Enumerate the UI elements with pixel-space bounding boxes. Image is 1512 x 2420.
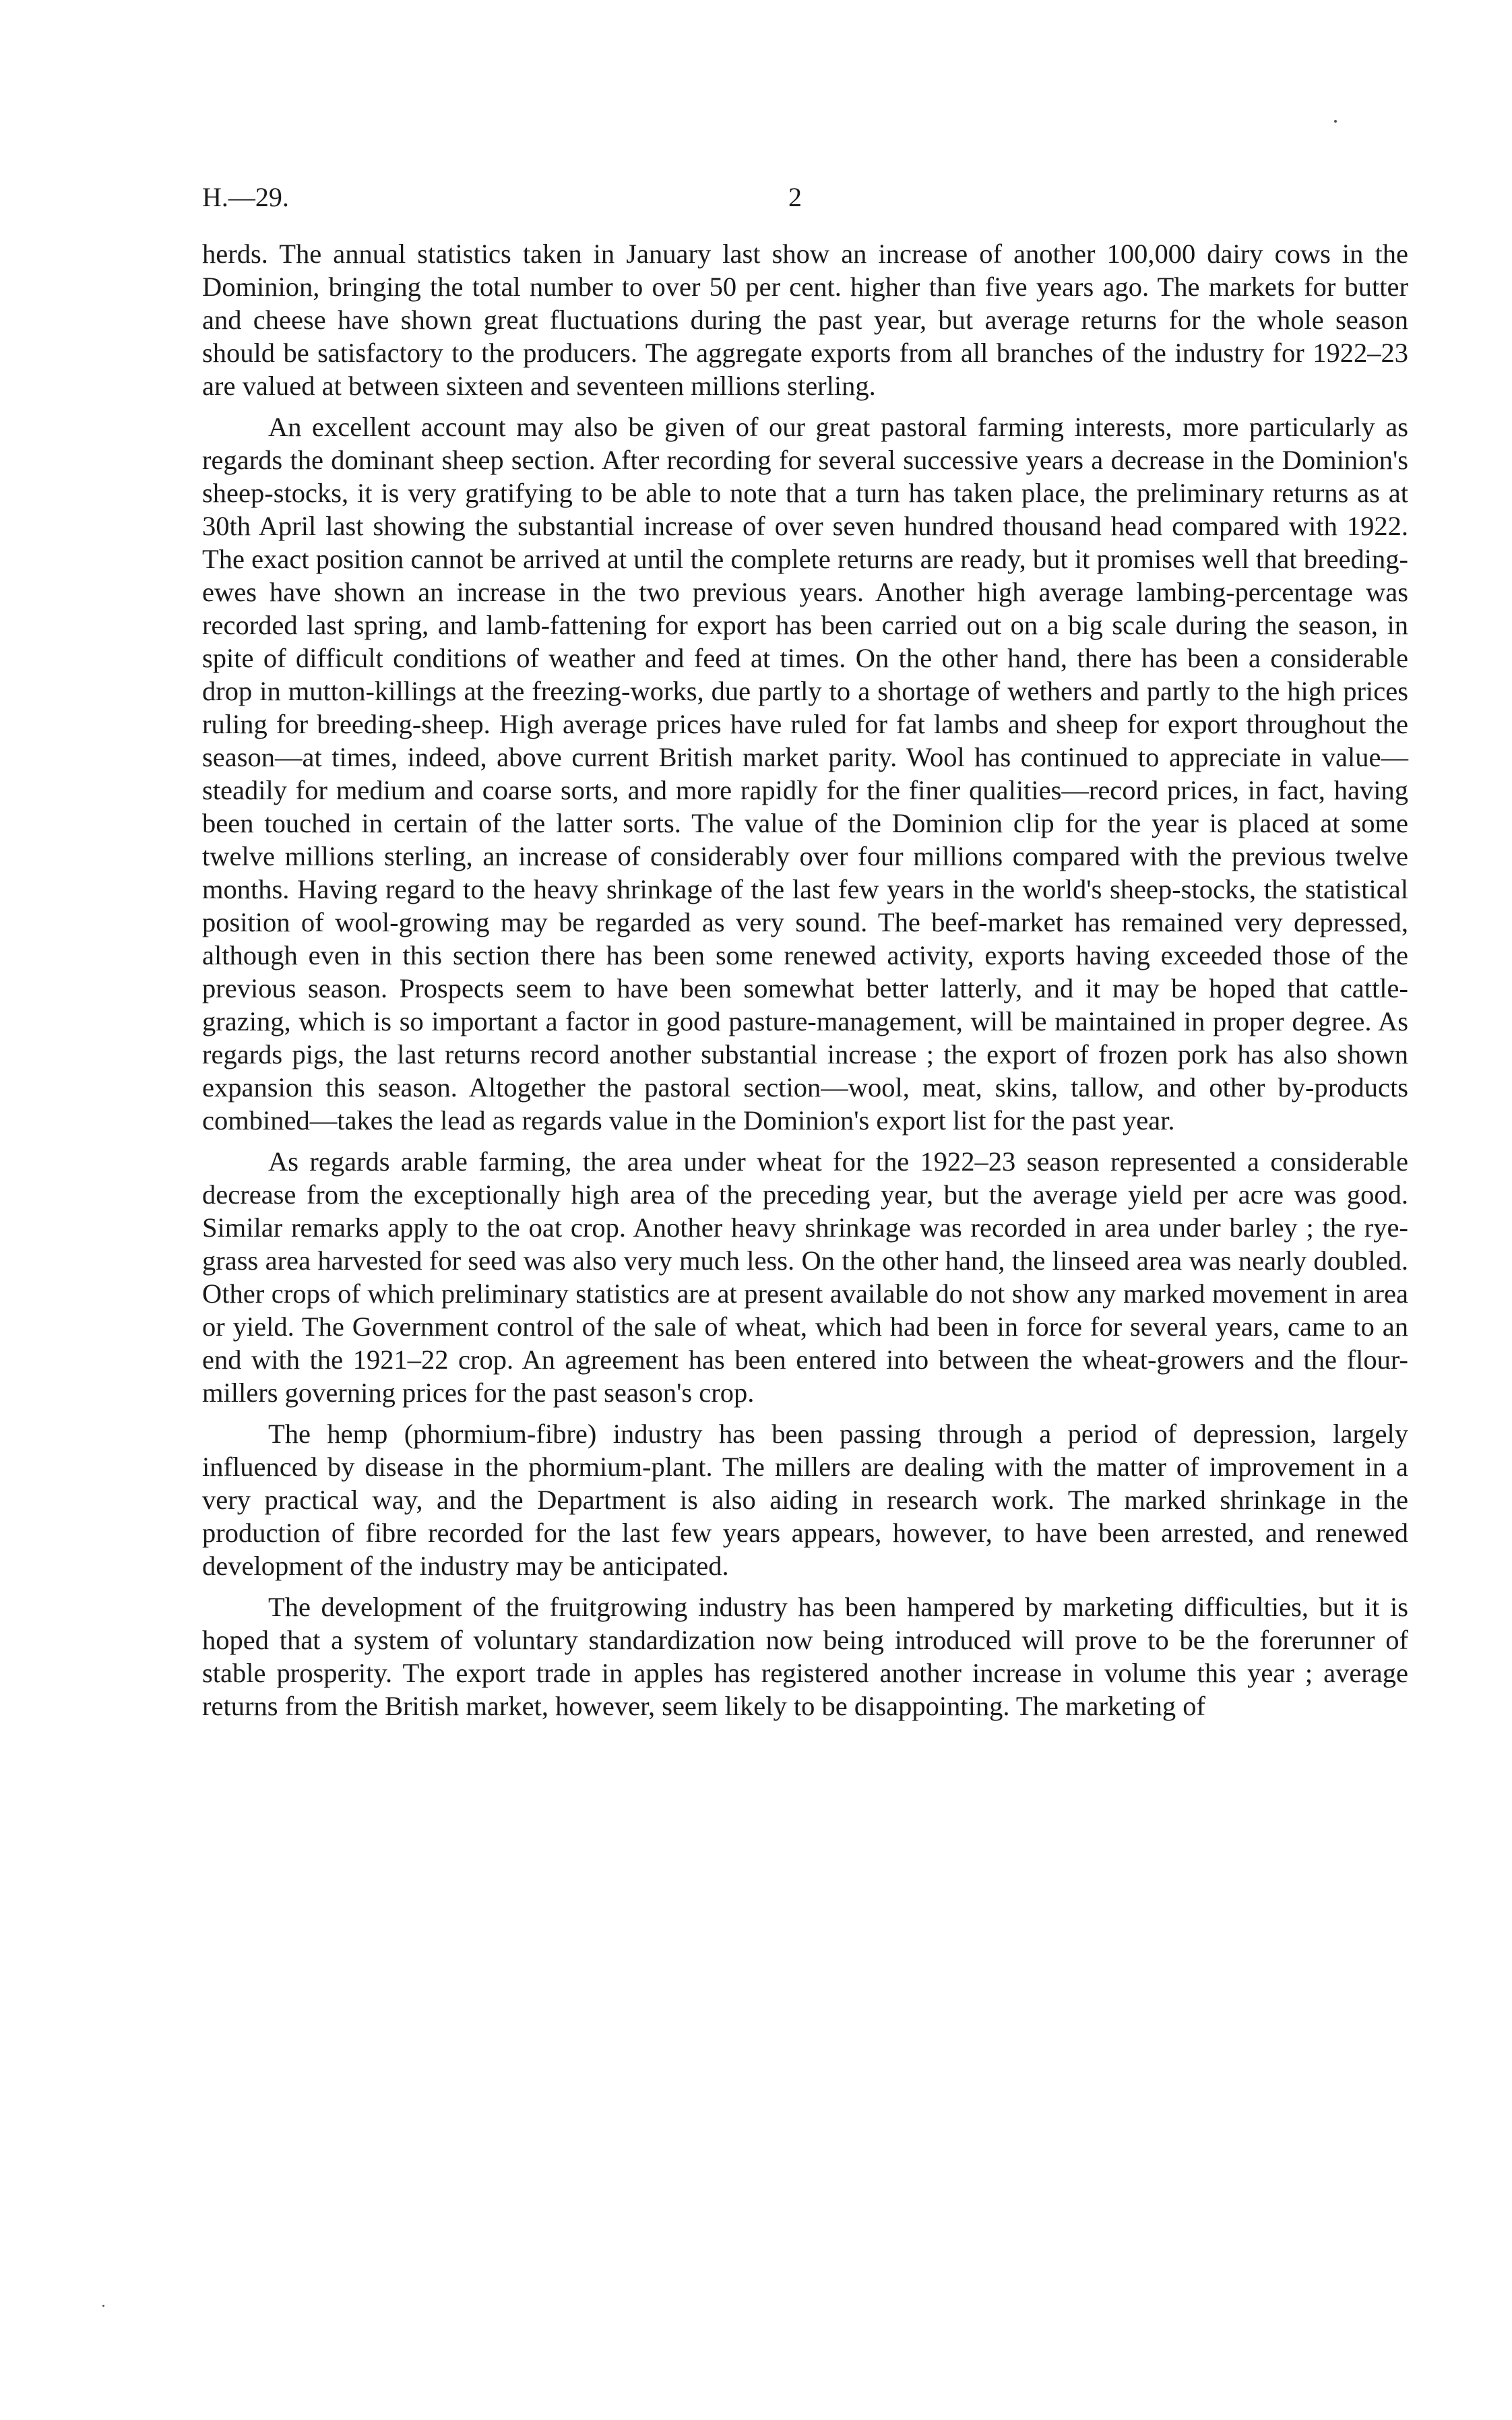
scan-speck: [102, 2305, 104, 2307]
scan-speck: [1334, 120, 1337, 123]
paragraph-fruitgrowing: The development of the fruitgrowing industry has been hampered by marketing difficulties, but it is hoped that a system of voluntary standardization now being introduced will prove to be the forerunner of stable prosperity. The export trade in apples has registered another increase in volume this year ; average returns from the British market, however, seem likely to be disappointing. The marketing of: [202, 1592, 1408, 1721]
page-header: [202, 181, 1408, 214]
paragraph-pastoral: An excellent account may also be given of our great pastoral farming interests, more particularly as regards the dominant sheep section. After recording for several successive years a decrease in the Dominion's sheep-stocks, it is very gratifying to be able to note that a turn has taken place, the preliminary returns as at 30th April last showing the substantial increase of over seven hundred thousand head compared with 1922. The exact position cannot be arrived at until the complete returns are ready, but it promises well that breeding-ewes have shown an increase in the two previous years. Another high average lambing-percentage was recorded last spring, and lamb-fattening for export has been carried out on a big scale during the season, in spite of difficult conditions of weather and feed at times. On the other hand, there has been a considerable drop in mutton-killings at the freezing-works, due partly to a shortage of wethers and partly to the high prices ruling for breeding-sheep. High average prices have ruled for fat lambs and sheep for export throughout the season—at times, indeed, above current British market parity. Wool has continued to appreciate in value—steadily for medium and coarse sorts, and more rapidly for the finer qualities—record prices, in fact, having been touched in certain of the latter sorts. The value of the Dominion clip for the year is placed at some twelve millions sterling, an increase of considerably over four millions compared with the previous twelve months. Having regard to the heavy shrinkage of the last few years in the world's sheep-stocks, the statistical position of wool-growing may be regarded as very sound. The beef-market has remained very depressed, although even in this section there has been some renewed activity, exports having exceeded those of the previous season. Prospects seem to have been somewhat better latterly, and it may be hoped that cattle-grazing, which is so important a factor in good pasture-management, will be maintained in proper degree. As regards pigs, the last returns record another substantial increase ; the export of frozen pork has also shown expansion this season. Altogether the pastoral section—wool, meat, skins, tallow, and other by-products combined—takes the lead as regards value in the Dominion's export list for the past year.: [202, 412, 1408, 1136]
page-number: 2: [788, 182, 802, 212]
paragraph-hemp: The hemp (phormium-fibre) industry has been passing through a period of depression, largely influenced by disease in the phormium-plant. The millers are dealing with the matter of improvement in a very practical way, and the Department is also aiding in research work. The marked shrinkage in the production of fibre recorded for the last few years appears, however, to have been arrested, and renewed development of the industry may be anticipated.: [202, 1419, 1408, 1581]
document-reference: H.—29.: [202, 182, 289, 212]
paragraph-dairy-continued: herds. The annual statistics taken in January last show an increase of another 100,000 dairy cows in the Dominion, bringing the total number to over 50 per cent. higher than five years ago. The markets for butter and cheese have shown great fluctuations during the past year, but average returns for the whole season should be satisfactory to the producers. The aggregate exports from all branches of the industry for 1922–23 are valued at between sixteen and seventeen millions sterling.: [202, 239, 1408, 401]
body-text: [202, 237, 1408, 1731]
paragraph-arable: As regards arable farming, the area under wheat for the 1922–23 season represented a considerable decrease from the exceptionally high area of the preceding year, but the average yield per acre was good. Similar remarks apply to the oat crop. Another heavy shrinkage was recorded in area under barley ; the rye-grass area harvested for seed was also very much less. On the other hand, the linseed area was nearly doubled. Other crops of which preliminary statistics are at present available do not show any marked movement in area or yield. The Government control of the sale of wheat, which had been in force for several years, came to an end with the 1921–22 crop. An agreement has been entered into between the wheat-growers and the flour-millers governing prices for the past season's crop.: [202, 1146, 1408, 1408]
